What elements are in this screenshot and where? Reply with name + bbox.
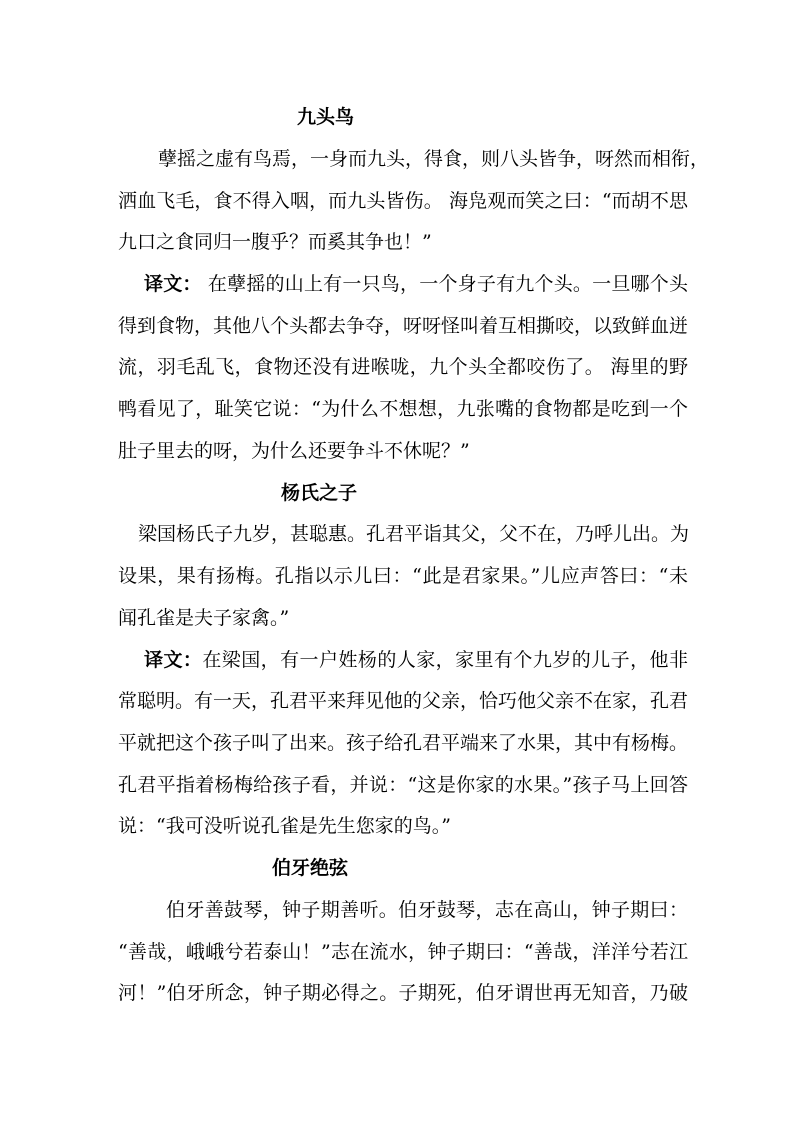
original-text-line: 伯牙善鼓琴，钟子期善听。伯牙鼓琴，志在高山，钟子期曰：: [166, 899, 688, 921]
translation-line: [144, 272, 688, 296]
section-title-jiutouniao: 九头鸟: [297, 106, 355, 128]
section-title-boyajuexian: 伯牙绝弦: [272, 857, 349, 879]
original-text-line: 河！”伯牙所念，钟子期必得之。子期死，伯牙谓世再无知音，乃破: [118, 982, 688, 1004]
original-text-line: 九口之食同归一腹乎？而奚其争也！”: [118, 231, 432, 253]
translation-line: 得到食物，其他八个头都去争夺，呀呀怪叫着互相撕咬，以致鲜血迸: [118, 315, 689, 337]
translation-label: 译文：: [144, 273, 202, 295]
translation-line: 鸭看见了，耻笑它说：“为什么不想想，九张嘴的食物都是吃到一个: [118, 398, 688, 420]
translation-line: 流，羽毛乱飞，食物还没有进喉咙，九个头全都咬伤了。 海里的野: [118, 356, 688, 378]
translation-line: 说：“我可没听说孔雀是先生您家的鸟。”: [118, 815, 451, 837]
original-text-line: 洒血飞毛，食不得入咽，而九头皆伤。 海凫观而笑之曰：“而胡不思: [118, 190, 688, 212]
translation-line: 平就把这个孩子叫了出来。孩子给孔君平端来了水果，其中有杨梅。: [118, 732, 689, 754]
original-text-line: 孽摇之虚有鸟焉，一身而九头，得食，则八头皆争，呀然而相衔，: [158, 148, 710, 170]
original-text-line: 设果，果有扬梅。孔指以示儿曰：“此是君家果。”儿应声答曰：“未: [118, 565, 688, 587]
translation-line: 孔君平指着杨梅给孩子看，并说：“这是你家的水果。”孩子马上回答: [118, 774, 688, 796]
translation-line: [144, 648, 688, 672]
translation-label: 译文：: [144, 649, 203, 671]
translation-line: 肚子里去的呀，为什么还要争斗不休呢？”: [118, 440, 470, 462]
translation-line: 常聪明。有一天，孔君平来拜见他的父亲，恰巧他父亲不在家，孔君: [118, 690, 689, 712]
original-text-line: 闻孔雀是夫子家禽。”: [118, 607, 290, 629]
translation-text: 在孽摇的山上有一只鸟，一个身子有九个头。一旦哪个头: [207, 273, 688, 295]
original-text-line: 梁国杨氏子九岁，甚聪惠。孔君平诣其父，父不在，乃呼儿出。为: [138, 523, 690, 545]
original-text-line: “善哉，峨峨兮若泰山！”志在流水，钟子期曰：“善哉，洋洋兮若江: [118, 941, 688, 963]
translation-text: 在梁国，有一户姓杨的人家，家里有个九岁的儿子，他非: [202, 649, 688, 671]
section-title-yangshizhizi: 杨氏之子: [281, 482, 358, 504]
